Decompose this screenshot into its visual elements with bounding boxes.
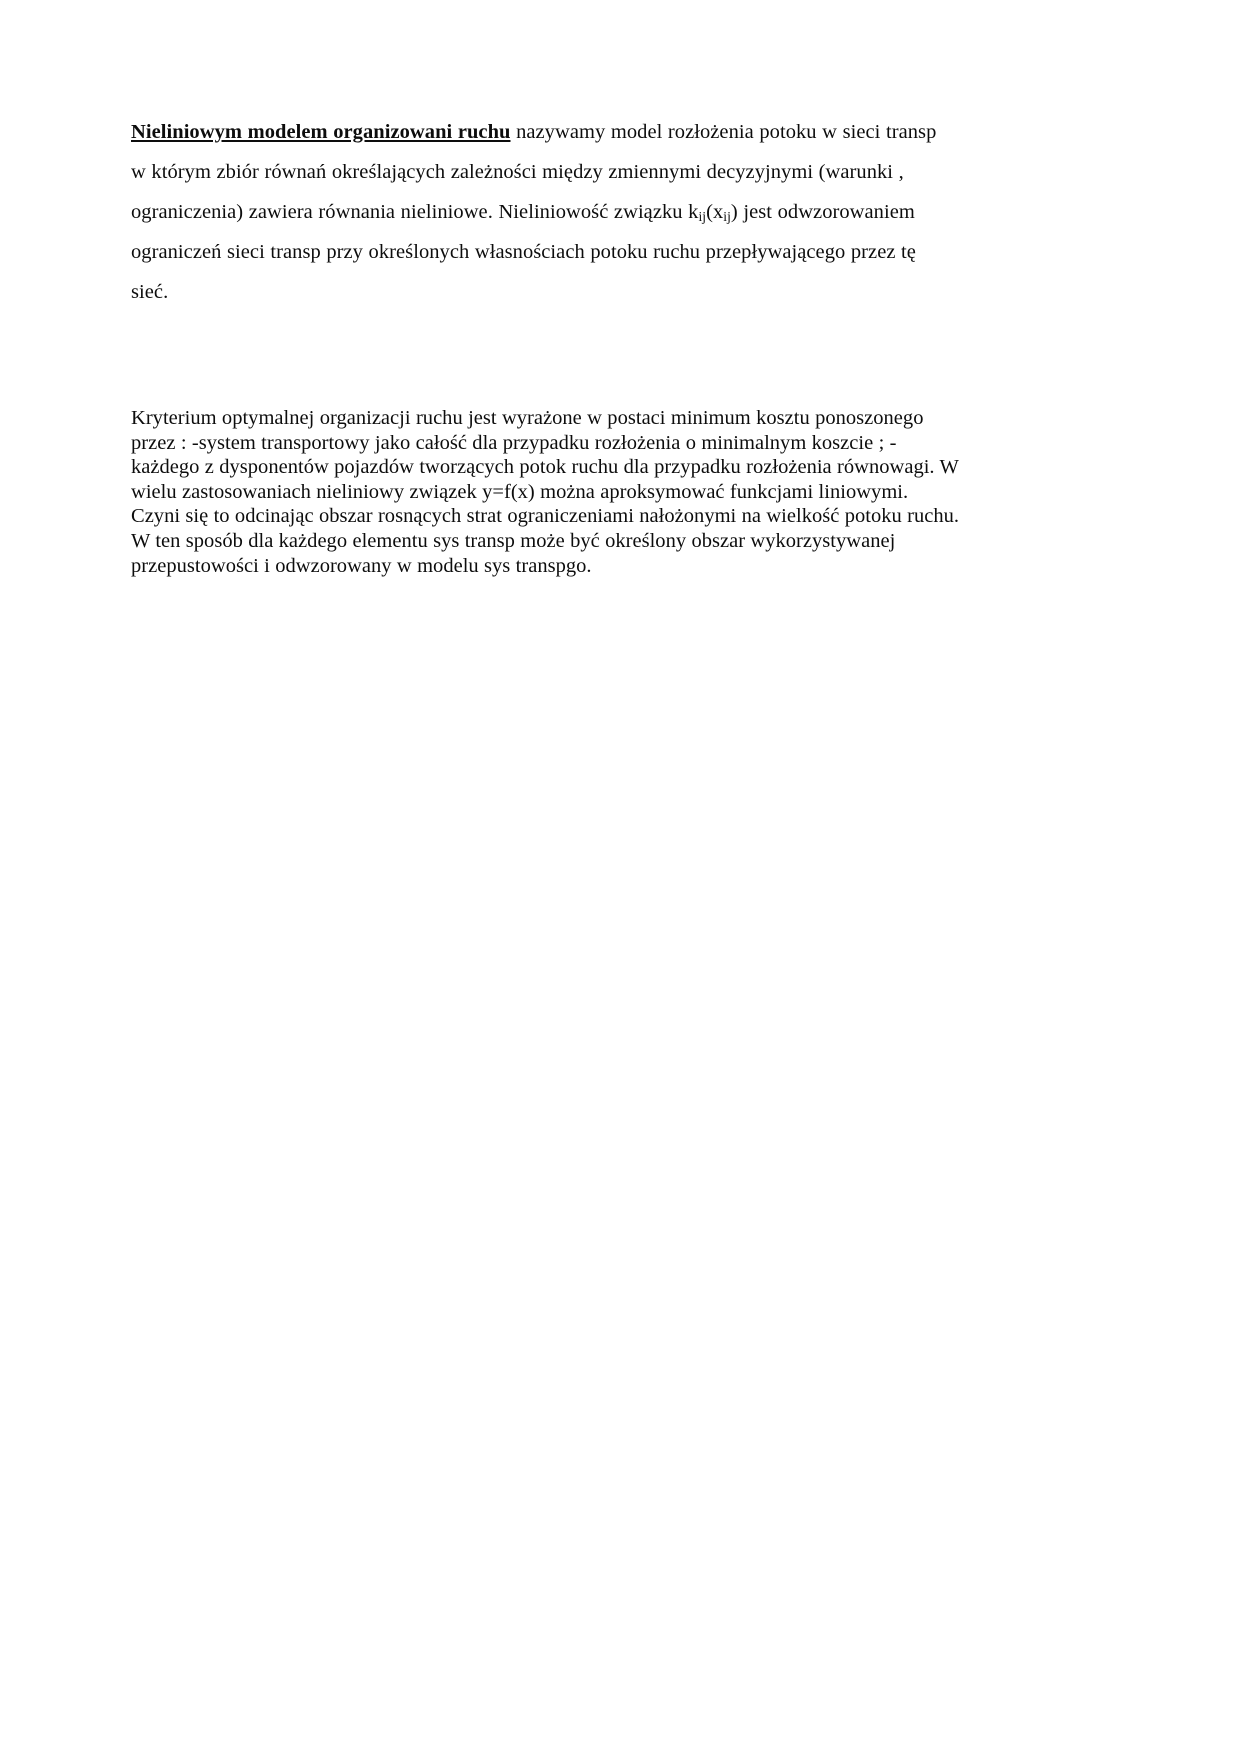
paragraph-criterion: Kryterium optymalnej organizacji ruchu jest wyrażone w postaci minimum kosztu ponoszonego przez : -system transportowy jako całość dla przypadku rozłożenia o minimalnym koszcie ; -każdego z dysponentów pojazdów tworzących potok ruchu dla przypadku rozłożenia równowagi. W wielu zastosowaniach nieliniowy związek y=f(x) można aproksymować funkcjami liniowymi. Czyni się to odcinając obszar rosnących strat ograniczeniami nałożonymi na wielkość potoku ruchu. W ten sposób dla każdego elementu sys transp może być określony obszar wykorzystywanej przepustowości i odwzorowany w modelu sys transpgo. (131, 407, 960, 577)
definition-term: Nieliniowym modelem organizowani ruchu (131, 121, 511, 143)
subscript-ij-second: ij (723, 208, 731, 224)
subscript-ij-first: ij (698, 208, 707, 224)
definition-text-part-3: ) jest odwzorowaniem ograniczeń sieci transp przy określonych własnościach potoku ruchu przepływającego przez tę sieć. (131, 201, 916, 303)
document-body (131, 112, 949, 312)
definition-text-part-2: (x (706, 201, 724, 223)
definition-text-part-1: nazywamy model rozłożenia potoku w sieci transp w którym zbiór równań określających zależności między zmiennymi decyzyjnymi (warunki , ograniczenia) zawiera równania nieliniowe. Nieliniowość związku k (131, 121, 937, 223)
paragraph-definition (131, 112, 949, 312)
